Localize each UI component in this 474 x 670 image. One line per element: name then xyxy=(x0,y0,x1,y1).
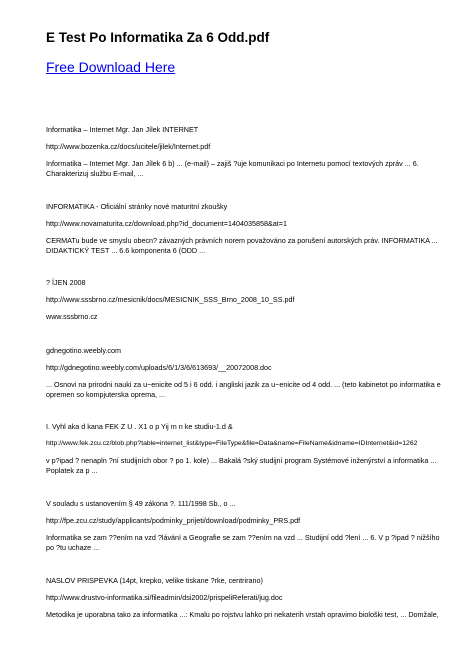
result-entry xyxy=(46,576,442,627)
result-snippet: Informatika – Internet Mgr. Jan Jílek 6 b) ... (e-mail) – zajiš ?uje komunikaci po Internetu pomocí textových zpráv ... 6. Charakterizuj službu E-mail, ... xyxy=(46,159,419,178)
result-url[interactable]: http://www.fek.zcu.cz/blob.php?table=internet_list&type=FileType&file=Data&name=FileName&idname=IDInternet&id=1262 xyxy=(46,440,418,447)
result-url[interactable]: http://www.sssbrno.cz/mesicnik/docs/MESICNIK_SSS_Brno_2008_10_SS.pdf xyxy=(46,295,295,304)
result-url[interactable]: http://www.drustvo-informatika.si/fileadmin/dsi2002/prispeliReferati/jug.doc xyxy=(46,593,283,602)
result-entry xyxy=(46,202,442,263)
result-url[interactable]: http://gdnegotino.weebly.com/uploads/6/1/3/6/613693/__20072008.doc xyxy=(46,363,272,372)
result-snippet: Metodika je uporabna tako za informatika ...: Kmalu po rojstvu lahko pri nekaterih vrstah opravimo biološki test, ... Domžale, xyxy=(46,610,439,619)
result-title: INFORMATIKA - Oficiální stránky nové maturitní zkoušky xyxy=(46,202,228,211)
result-url[interactable]: http://fpe.zcu.cz/study/applicants/podminky_prijeti/download/podminky_PRS.pdf xyxy=(46,516,301,525)
result-url[interactable]: http://www.bozenka.cz/docs/ucitele/jilek/Internet.pdf xyxy=(46,142,211,151)
result-title: V souladu s ustanovením § 49 zákona ?. 111/1998 Sb., o ... xyxy=(46,499,236,508)
result-title: ? ÍJEN 2008 xyxy=(46,278,86,287)
result-snippet: Informatika se zam ??ením na vzd ?lávání a Geografie se zam ??ením na vzd ... Studijní odd ?lení ... 6. V p ?ipad ? nižšího po ?tu uchaze ... xyxy=(46,533,440,552)
result-entry xyxy=(46,499,442,560)
result-title: gdnegotino.weebly.com xyxy=(46,346,121,355)
result-title: NASLOV PRISPEVKA (14pt, krepko, velike tiskane ?rke, centrirano) xyxy=(46,576,263,585)
result-snippet: v p?ipad ? nenapln ?ní studijních obor ? po 1. kole) ... Bakalá ?ský studijní program Systémové inženýrství a informatika ... Poplatek za p ... xyxy=(46,456,437,475)
result-url[interactable]: http://www.novamaturita.cz/download.php?id_document=1404035858&at=1 xyxy=(46,219,287,228)
document-title: E Test Po Informatika Za 6 Odd.pdf xyxy=(46,30,270,45)
result-title: Informatika – Internet Mgr. Jan Jílek INTERNET xyxy=(46,125,199,134)
result-entry xyxy=(46,278,442,329)
result-entry xyxy=(46,125,442,186)
result-entry xyxy=(46,422,442,483)
result-snippet: www.sssbrno.cz xyxy=(46,312,98,321)
result-snippet: CERMATu bude ve smyslu obecn? závazných právních norem považováno za porušení autorských práv. INFORMATIKA ... DIDAKTICKÝ TEST ... 6.6 komponenta 6 (ODD ... xyxy=(46,236,438,255)
result-entry xyxy=(46,346,442,407)
result-snippet: ... Osnovi na prirodni nauki za u~enicite od 5 i 6 odd. i angliski jazik za u~enicite od 4 odd. ... (teto kabinetot po informatika e opremen so kompjuterska oprema, ... xyxy=(46,380,441,399)
free-download-link[interactable]: Free Download Here xyxy=(46,59,176,75)
result-title: I. Vyhl aka d kana FEK Z U . X1 o p Yij m n ke studiu-1.d & xyxy=(46,422,233,431)
